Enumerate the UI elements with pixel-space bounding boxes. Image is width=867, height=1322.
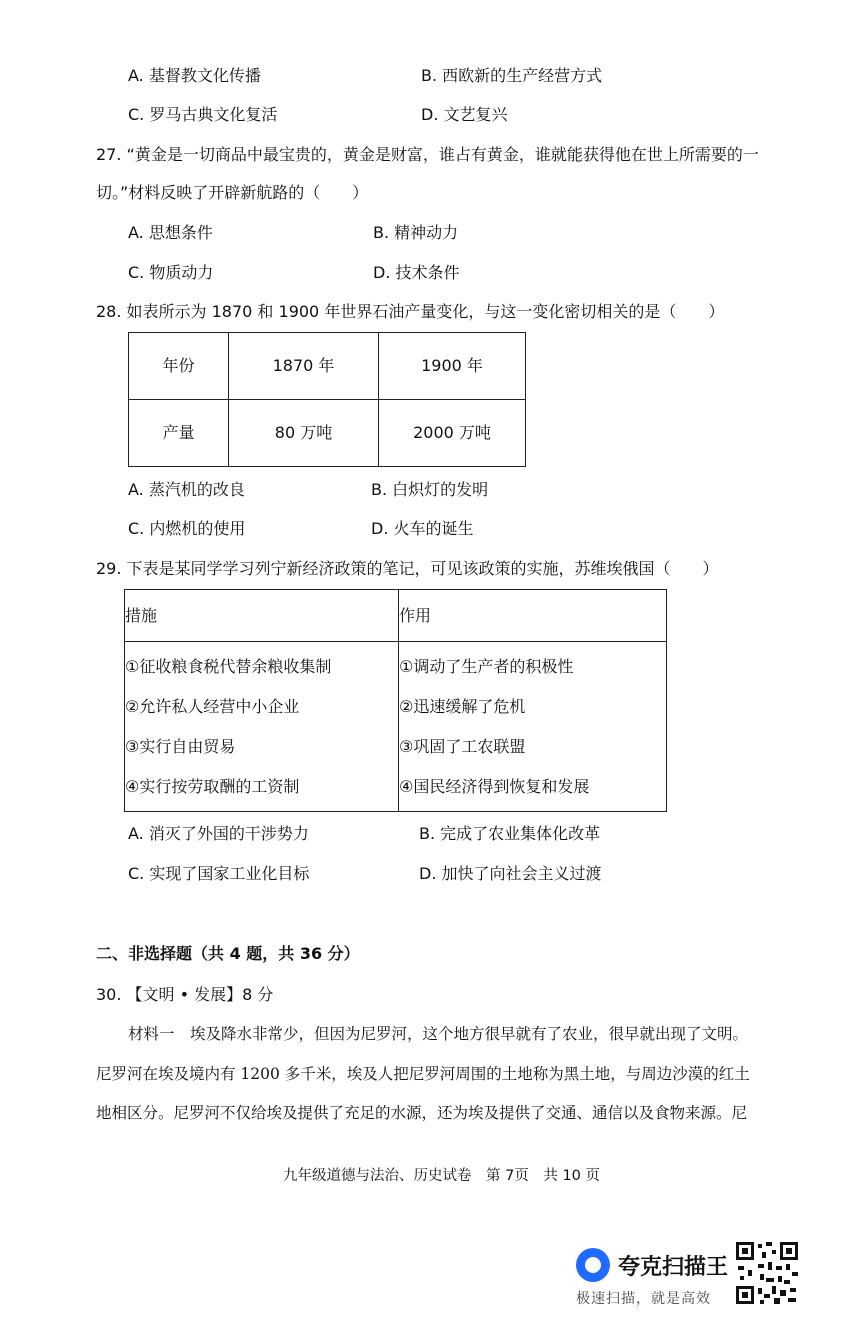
- q28-option-a: A. 蒸汽机的改良: [128, 480, 245, 499]
- q28-option-d: D. 火车的诞生: [371, 519, 474, 538]
- watermark-subtitle: 极速扫描，就是高效: [576, 1291, 711, 1307]
- qr-code-icon: [734, 1240, 800, 1306]
- q29-option-d: D. 加快了向社会主义过渡: [419, 864, 602, 883]
- table-header-measures: 措施: [125, 590, 399, 642]
- q29-option-a: A. 消灭了外国的干涉势力: [128, 824, 309, 843]
- q30-title: 30. 【文明 • 发展】8 分: [96, 985, 274, 1004]
- q27-option-a: A. 思想条件: [128, 223, 213, 242]
- effect-item: ①调动了生产者的积极性: [399, 656, 574, 676]
- nep-notes-table: [124, 589, 667, 812]
- page-footer: 九年级道德与法治、历史试卷 第 7页 共 10 页: [283, 1168, 601, 1184]
- q28-stem: 28. 如表所示为 1870 和 1900 年世界石油产量变化，与这一变化密切相关的是（ ）: [96, 302, 725, 321]
- table-cell: 1870 年: [229, 333, 379, 400]
- q26-option-b: B. 西欧新的生产经营方式: [421, 66, 603, 85]
- table-cell: 产量: [129, 400, 229, 467]
- q26-option-d: D. 文艺复兴: [421, 105, 508, 124]
- q27-option-c: C. 物质动力: [128, 263, 214, 282]
- measures-cell: [125, 642, 399, 812]
- table-cell: 年份: [129, 333, 229, 400]
- watermark-title: 夸克扫描王: [618, 1255, 729, 1280]
- table-header-effects: 作用: [399, 590, 667, 642]
- q27-stem-line2: 切。”材料反映了开辟新航路的（ ）: [96, 183, 369, 202]
- effect-item: ③巩固了工农联盟: [399, 736, 526, 756]
- table-cell: 80 万吨: [229, 400, 379, 467]
- q30-material-line: 尼罗河在埃及境内有 1200 多千米，埃及人把尼罗河周围的土地称为黑土地，与周边沙漠的红土: [96, 1065, 750, 1083]
- effect-item: ④国民经济得到恢复和发展: [399, 776, 590, 796]
- q30-material-line: 材料一 埃及降水非常少，但因为尼罗河，这个地方很早就有了农业，很早就出现了文明。: [128, 1025, 749, 1043]
- oil-output-table: [128, 332, 526, 467]
- measure-item: ④实行按劳取酬的工资制: [125, 776, 300, 796]
- q27-stem-line1: 27. “黄金是一切商品中最宝贵的，黄金是财富，谁占有黄金，谁就能获得他在世上所需要的一: [96, 145, 759, 164]
- scanner-logo-icon: [576, 1248, 610, 1282]
- q26-option-a: A. 基督教文化传播: [128, 66, 261, 85]
- q30-material-line: 地相区分。尼罗河不仅给埃及提供了充足的水源，还为埃及提供了交通、通信以及食物来源。尼: [96, 1104, 748, 1122]
- effects-cell: [399, 642, 667, 812]
- section-title: 二、非选择题（共 4 题，共 36 分）: [96, 944, 360, 963]
- q29-option-b: B. 完成了农业集体化改革: [419, 824, 601, 843]
- q29-option-c: C. 实现了国家工业化目标: [128, 864, 310, 883]
- q27-option-d: D. 技术条件: [373, 263, 460, 282]
- q28-option-c: C. 内燃机的使用: [128, 519, 246, 538]
- effect-item: ②迅速缓解了危机: [399, 696, 526, 716]
- measure-item: ①征收粮食税代替余粮收集制: [125, 656, 332, 676]
- q27-option-b: B. 精神动力: [373, 223, 459, 242]
- table-cell: 2000 万吨: [379, 400, 526, 467]
- q29-stem: 29. 下表是某同学学习列宁新经济政策的笔记，可见该政策的实施，苏维埃俄国（ ）: [96, 559, 719, 578]
- table-cell: 1900 年: [379, 333, 526, 400]
- measure-item: ③实行自由贸易: [125, 736, 236, 756]
- measure-item: ②允许私人经营中小企业: [125, 696, 300, 716]
- scanner-watermark: [576, 1238, 816, 1308]
- q28-option-b: B. 白炽灯的发明: [371, 480, 489, 499]
- q26-option-c: C. 罗马古典文化复活: [128, 105, 278, 124]
